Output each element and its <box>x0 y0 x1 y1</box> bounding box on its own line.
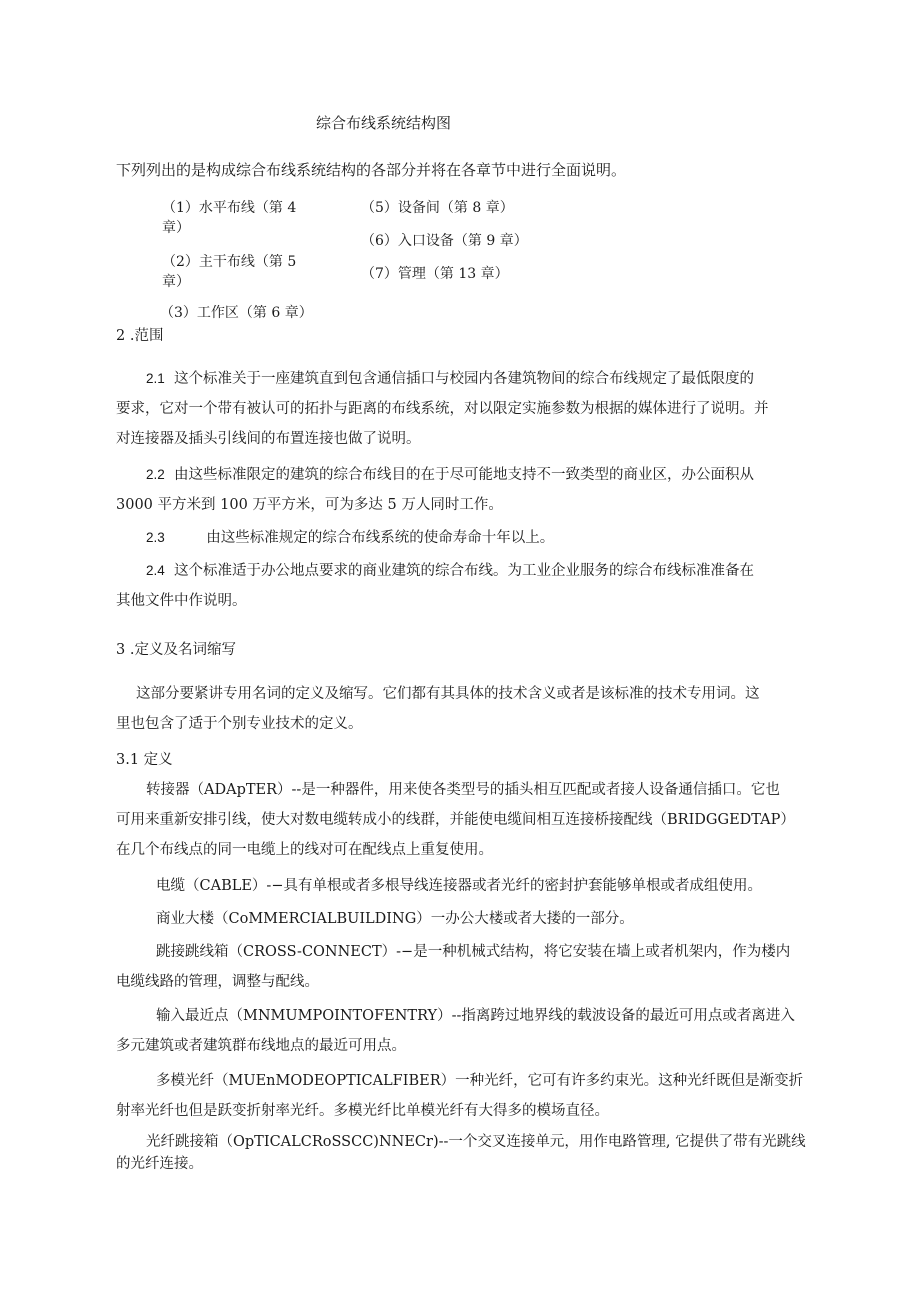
section-heading-definitions: 3 .定义及名词缩写 <box>116 642 236 658</box>
definition-entry-point <box>116 1001 806 1061</box>
paragraph-2-1 <box>116 364 806 454</box>
paragraph-text: 这个标准适于办公地点要求的商业建筑的综合布线。为工业企业服务的综合布线标准准备在 <box>174 563 754 579</box>
definition-cross-connect <box>116 937 806 997</box>
paragraph-text: 跳接跳线箱（CROSS-CONNECT）-−是一种机械式结构，将它安装在墙上或者机架内，作为楼内 <box>156 944 791 960</box>
paragraph-number: 2.3 <box>146 530 165 545</box>
definition-multimode-fiber <box>116 1066 806 1126</box>
paragraph-text: 这部分要紧讲专用名词的定义及缩写。它们都有其具体的技术含义或者是该标准的技术专用词。这 <box>136 686 760 702</box>
paragraph-text: 其他文件中作说明。 <box>116 593 247 609</box>
paragraph-text: 由这些标准限定的建筑的综合布线目的在于尽可能地支持不一致类型的商业区，办公面积从 <box>174 467 754 483</box>
component-item-clipped <box>150 296 350 321</box>
section-heading-scope: 2 .范围 <box>116 328 164 344</box>
definition-optical-cross-connect <box>116 1131 806 1175</box>
component-line: 章） <box>162 220 190 236</box>
paragraph-text: 输入最近点（MNMUMPOINTOFENTRY）--指离跨过地界线的载波设备的最近可用点或者离进入 <box>156 1008 795 1024</box>
paragraph-2-2 <box>116 460 806 520</box>
definition-building <box>116 904 806 934</box>
definition-adapter <box>116 775 806 865</box>
intro-text: 下列列出的是构成综合布线系统结构的各部分并将在各章节中进行全面说明。 <box>116 161 627 179</box>
component-line: （1）水平布线（第 4 <box>162 200 297 216</box>
paragraph-text: 商业大楼（CoMMERCIALBUILDING）一办公大楼或者大搂的一部分。 <box>156 911 634 927</box>
component-item-entrance: （6）入口设备（第 9 章） <box>361 233 528 249</box>
component-item-administration: （7）管理（第 13 章） <box>361 266 509 282</box>
subsection-heading: 3.1 定义 <box>116 752 173 768</box>
definition-cable <box>116 871 806 901</box>
component-item-horizontal <box>162 198 296 238</box>
paragraph-text: 3000 平方米到 100 万平方米，可为多达 5 万人同时工作。 <box>116 497 503 513</box>
component-item-equipment-room: （5）设备间（第 8 章） <box>361 200 514 216</box>
component-line: 章） <box>162 274 190 290</box>
paragraph-text: 射率光纤也但是跃变折射率光纤。多模光纤比单模光纤有大得多的模场直径。 <box>116 1103 609 1119</box>
component-line: （2）主干布线（第 5 <box>162 254 297 270</box>
paragraph-text: 这个标准关于一座建筑直到包含通信插口与校园内各建筑物间的综合布线规定了最低限度的 <box>174 371 754 387</box>
paragraph-text: 转接器（ADApTER）--是一种器件，用来使各类型号的插头相互匹配或者接人设备通信插口。它也 <box>146 782 780 798</box>
figure-title: 综合布线系统结构图 <box>316 114 452 132</box>
component-item-backbone <box>162 252 296 292</box>
component-line: （3）工作区（第 6 章） <box>160 305 313 321</box>
paragraph-number: 2.4 <box>146 563 165 578</box>
paragraph-2-4 <box>116 556 806 616</box>
paragraph-text: 由这些标准规定的综合布线系统的使命寿命十年以上。 <box>206 530 555 546</box>
paragraph-text: 多元建筑或者建筑群布线地点的最近可用点。 <box>116 1038 406 1054</box>
paragraph-text: 对连接器及插头引线间的布置连接也做了说明。 <box>116 431 421 447</box>
paragraph-text: 电缆线路的管理，调整与配线。 <box>116 974 319 990</box>
paragraph-3-intro <box>116 679 806 739</box>
paragraph-text: 可用来重新安排引线，使大对数电缆转成小的线群，并能使电缆间相互连接桥接配线（BRIDGGEDTAP） <box>116 812 795 828</box>
paragraph-text: 要求，它对一个带有被认可的拓扑与距离的布线系统，对以限定实施参数为根据的媒体进行了说明。并 <box>116 401 769 417</box>
paragraph-text: 电缆（CABLE）-−具有单根或者多根导线连接器或者光纤的密封护套能够单根或者成组使用。 <box>156 878 762 894</box>
paragraph-text: 的光纤连接。 <box>116 1156 203 1172</box>
paragraph-text: 光纤跳接箱（OpTICALCRoSSCC)NNECr)--一个交叉连接单元，用作电路管理, 它提供了带有光跳线 <box>146 1134 806 1150</box>
paragraph-number: 2.2 <box>146 467 165 482</box>
paragraph-number: 2.1 <box>146 371 165 386</box>
paragraph-text: 多模光纤（MUEnMODEOPTICALFIBER）一种光纤，它可有许多约束光。这种光纤既但是渐变折 <box>156 1073 804 1089</box>
paragraph-2-3 <box>116 523 806 553</box>
paragraph-text: 里也包含了适于个别专业技术的定义。 <box>116 716 363 732</box>
paragraph-text: 在几个布线点的同一电缆上的线对可在配线点上重复使用。 <box>116 842 493 858</box>
